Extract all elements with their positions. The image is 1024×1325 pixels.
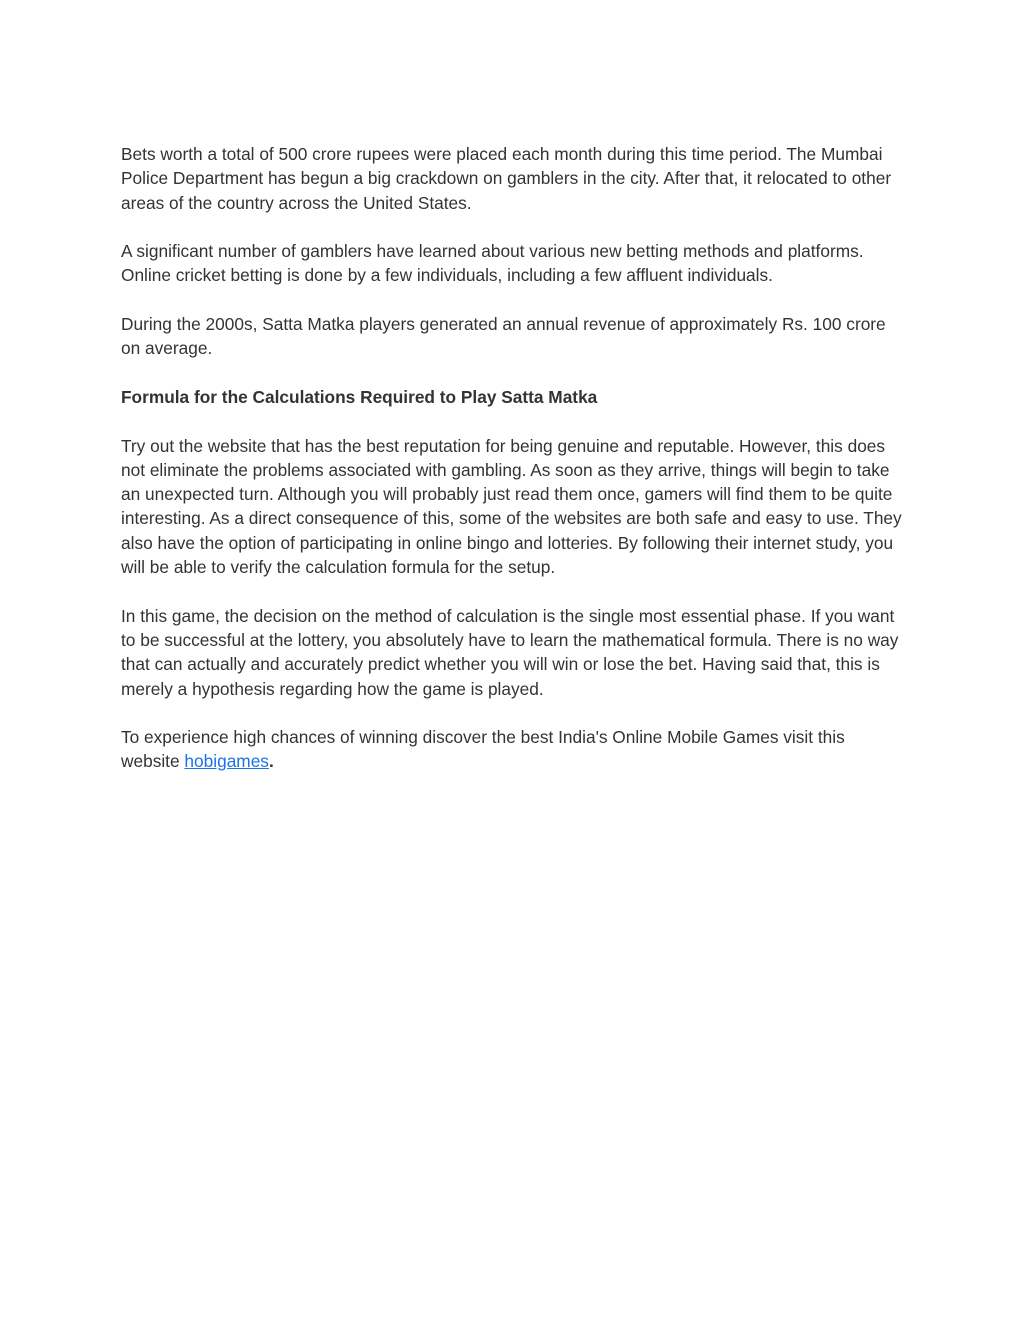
paragraph-gamblers-learned: A significant number of gamblers have learned about various new betting methods and platforms. Online cricket betting is done by a few individuals, including a few affluent individuals. [121,241,864,286]
paragraph-closing [121,725,905,774]
paragraph-bets-worth: Bets worth a total of 500 crore rupees were placed each month during this time period. The Mumbai Police Department has begun a big crackdown on gamblers in the city. After that, it relocated to other areas of the country across the United States. [121,144,892,213]
paragraph-method-calculation: In this game, the decision on the method of calculation is the single most essential phase. If you want to be successful at the lottery, you absolutely have to learn the mathematical formula. There is no way that can actually and accurately predict whether you will win or lose the bet. Having said that, this is merely a hypothesis regarding how the game is played. [121,605,899,699]
closing-text: To experience high chances of winning discover the best India's Online Mobile Games visit this website [121,727,845,772]
paragraph-2000s-revenue: During the 2000s, Satta Matka players generated an annual revenue of approximately Rs. 100 crore on average. [121,314,886,359]
paragraph-try-website: Try out the website that has the best reputation for being genuine and reputable. However, this does not eliminate the problems associated with gambling. As soon as they arrive, things will begin to take an unexpected turn. Although you will probably just read them once, gamers will find them to be quite interesting. As a direct consequence of this, some of the websites are both safe and easy to use. They also have the option of participating in online bingo and lotteries. By following their internet study, you will be able to verify the calculation formula for the setup. [121,435,902,578]
section-heading: Formula for the Calculations Required to Play Satta Matka [121,386,598,407]
document-body [121,142,905,798]
closing-period: . [268,751,274,772]
hobigames-link[interactable]: hobigames [184,751,269,772]
